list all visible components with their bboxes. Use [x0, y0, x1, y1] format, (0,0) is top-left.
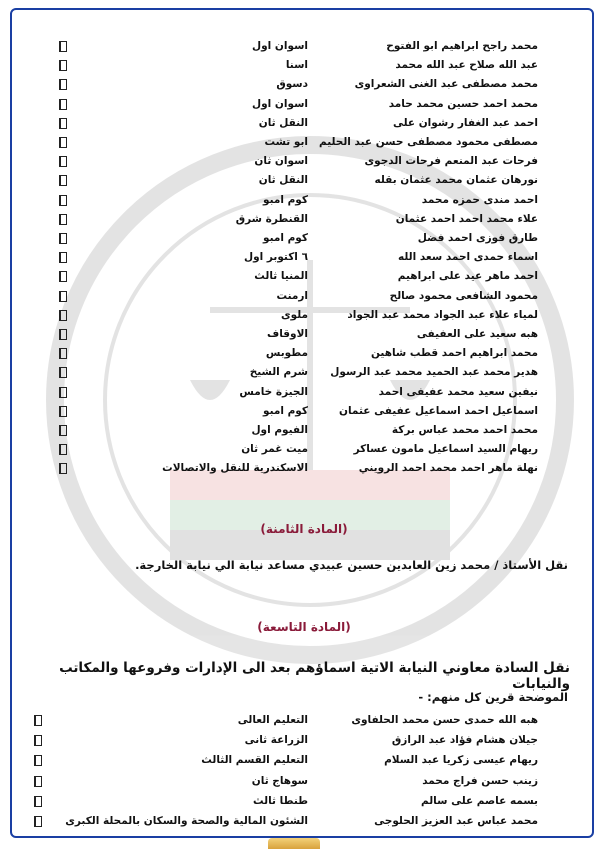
destination: القنطرة شرق	[235, 212, 308, 225]
checkbox-mark	[34, 735, 42, 746]
person-name: ريهام السيد اسماعيل مامون عساكر	[353, 443, 538, 456]
article-9-heading: (المادة التاسعة)	[257, 620, 351, 634]
person-name: محمد مصطفى عبد الغنى الشعراوى	[354, 78, 538, 91]
checkbox-mark	[59, 41, 67, 52]
list-row	[0, 152, 608, 171]
list-row	[0, 421, 608, 440]
list-row	[0, 363, 608, 382]
checkbox-mark	[59, 348, 67, 359]
checkbox-mark	[59, 137, 67, 148]
checkbox-mark	[34, 776, 42, 787]
list-row	[0, 287, 608, 306]
destination: كوم امبو	[262, 404, 308, 417]
destination: الاوقاف	[267, 328, 308, 340]
checkbox-mark	[59, 329, 67, 340]
person-name: اسماعيل احمد اسماعيل عفيفى عثمان	[339, 404, 538, 417]
list-row	[0, 711, 608, 730]
article-9-line-2: الموضحة قرين كل منهم: -	[418, 690, 568, 704]
person-name: محمد ابراهيم احمد قطب شاهين	[370, 347, 538, 360]
checkbox-mark	[59, 406, 67, 417]
list-row	[0, 812, 608, 831]
article-9-line-1: نقل السادة معاوني النيابة الاتية اسماؤهم بعد الى الإدارات وفروعها والمكاتب والنيابات	[59, 660, 570, 692]
list-row	[0, 383, 608, 402]
person-name: بسمه عاصم على سالم	[420, 794, 538, 807]
person-name: زينب حسن فراج محمد	[422, 774, 538, 787]
checkbox-mark	[59, 252, 67, 263]
destination: شرم الشيخ	[249, 366, 308, 379]
destination: اسوان ثان	[254, 155, 308, 168]
person-name: نورهان عثمان محمد عثمان بقله	[374, 174, 538, 187]
destination: النقل ثان	[258, 116, 308, 129]
destination: الفيوم اول	[251, 424, 308, 436]
list-row	[0, 267, 608, 286]
destination: التعليم القسم الثالث	[201, 754, 308, 767]
list-row	[0, 306, 608, 325]
destination: التعليم العالى	[237, 714, 308, 726]
article-8-heading: (المادة الثامنة)	[260, 522, 348, 536]
person-name: هبه الله حمدى حسن محمد الحلفاوى	[351, 714, 538, 726]
checkbox-mark	[59, 195, 67, 206]
destination: ارمنت	[276, 289, 308, 302]
destination: الاسكندرية للنقل والاتصالات	[162, 462, 308, 475]
person-name: هدير محمد عبد الحميد محمد عبد الرسول	[330, 366, 538, 379]
destination: ميت غمر ثان	[241, 443, 308, 456]
destination: مطوبس	[265, 347, 308, 360]
destination: ابو تشت	[264, 136, 308, 148]
page-number-tab	[268, 838, 320, 849]
destination: اسنا	[285, 59, 308, 72]
person-name: احمد عبد الغفار رشوان على	[392, 116, 538, 129]
destination: الزراعة ثانى	[244, 734, 308, 747]
checkbox-mark	[59, 79, 67, 90]
checkbox-mark	[59, 175, 67, 186]
list-row	[0, 75, 608, 94]
person-name: محمد احمد محمد عباس بركة	[391, 424, 538, 436]
person-name: نهلة ماهر احمد محمد احمد الرويني	[358, 462, 538, 475]
person-name: مصطفى محمود مصطفى حسن عبد الحليم	[318, 136, 538, 148]
destination: كوم امبو	[262, 193, 308, 206]
person-name: محمود الشافعى محمود صالح	[389, 289, 538, 302]
checkbox-mark	[59, 271, 67, 282]
checkbox-mark	[59, 444, 67, 455]
list-row	[0, 792, 608, 811]
checkbox-mark	[59, 60, 67, 71]
list-row	[0, 248, 608, 267]
list-row	[0, 114, 608, 133]
checkbox-mark	[59, 291, 67, 302]
list-row	[0, 731, 608, 750]
checkbox-mark	[34, 796, 42, 807]
checkbox-mark	[34, 816, 42, 827]
destination: اسوان اول	[252, 97, 308, 110]
checkbox-mark	[59, 214, 67, 225]
person-name: احمد ماهر عيد على ابراهيم	[397, 270, 538, 283]
destination: دسوق	[276, 78, 308, 91]
checkbox-mark	[59, 367, 67, 378]
list-row	[0, 440, 608, 459]
destination: النقل ثان	[258, 174, 308, 187]
list-row	[0, 56, 608, 75]
list-row	[0, 95, 608, 114]
person-name: ريهام عيسى زكريا عبد السلام	[384, 754, 538, 767]
person-name: علاء محمد احمد احمد عثمان	[395, 212, 538, 225]
destination: الشئون المالية والصحة والسكان بالمحلة الكبرى	[65, 815, 308, 827]
checkbox-mark	[59, 387, 67, 398]
person-name: فرحات عبد المنعم فرحات الدجوى	[364, 155, 538, 168]
person-name: جيلان هشام فؤاد عبد الرازق	[391, 734, 538, 747]
list-row	[0, 325, 608, 344]
person-name: هبه سعيد على العفيفى	[416, 328, 538, 340]
checkbox-mark	[59, 99, 67, 110]
person-name: احمد مندى حمزه محمد	[421, 193, 538, 206]
list-row	[0, 751, 608, 770]
checkbox-mark	[34, 755, 42, 766]
list-row	[0, 171, 608, 190]
person-name: طارق فوزى احمد فضل	[417, 232, 538, 244]
list-row	[0, 229, 608, 248]
person-name: عبد الله صلاح عبد الله محمد	[395, 59, 538, 72]
destination: ٦ اكتوبر اول	[243, 251, 308, 264]
person-name: اسماء حمدى احمد سعد الله	[398, 251, 538, 264]
destination: اسوان اول	[252, 40, 308, 52]
checkbox-mark	[59, 118, 67, 129]
person-name: محمد احمد حسين محمد حامد	[388, 97, 538, 110]
checkbox-mark	[59, 156, 67, 167]
list-row	[0, 772, 608, 791]
destination: كوم امبو	[262, 232, 308, 244]
destination: ملوى	[281, 308, 308, 321]
person-name: لمياء علاء عبد الجواد محمد عبد الجواد	[347, 308, 538, 321]
list-row	[0, 402, 608, 421]
list-row	[0, 191, 608, 210]
destination: الجيزة خامس	[239, 385, 308, 398]
list-row	[0, 210, 608, 229]
person-name: محمد راجح ابراهيم ابو الفتوح	[386, 40, 538, 52]
destination: طنطا ثالث	[253, 794, 308, 807]
list-row	[0, 133, 608, 152]
list-row	[0, 459, 608, 478]
article-8-text: نقل الأستاذ / محمد زين العابدين حسين عبيدي مساعد نيابة الي نيابة الخارجة.	[135, 558, 568, 572]
checkbox-mark	[59, 310, 67, 321]
checkbox-mark	[59, 463, 67, 474]
checkbox-mark	[34, 715, 42, 726]
person-name: محمد عباس عبد العزيز الحلوجى	[374, 815, 538, 827]
list-row	[0, 37, 608, 56]
person-name: نيفين سعيد محمد عفيفى احمد	[378, 385, 538, 398]
list-row	[0, 344, 608, 363]
destination: المنيا ثالث	[254, 270, 308, 283]
checkbox-mark	[59, 425, 67, 436]
checkbox-mark	[59, 233, 67, 244]
destination: سوهاج ثان	[251, 774, 308, 787]
